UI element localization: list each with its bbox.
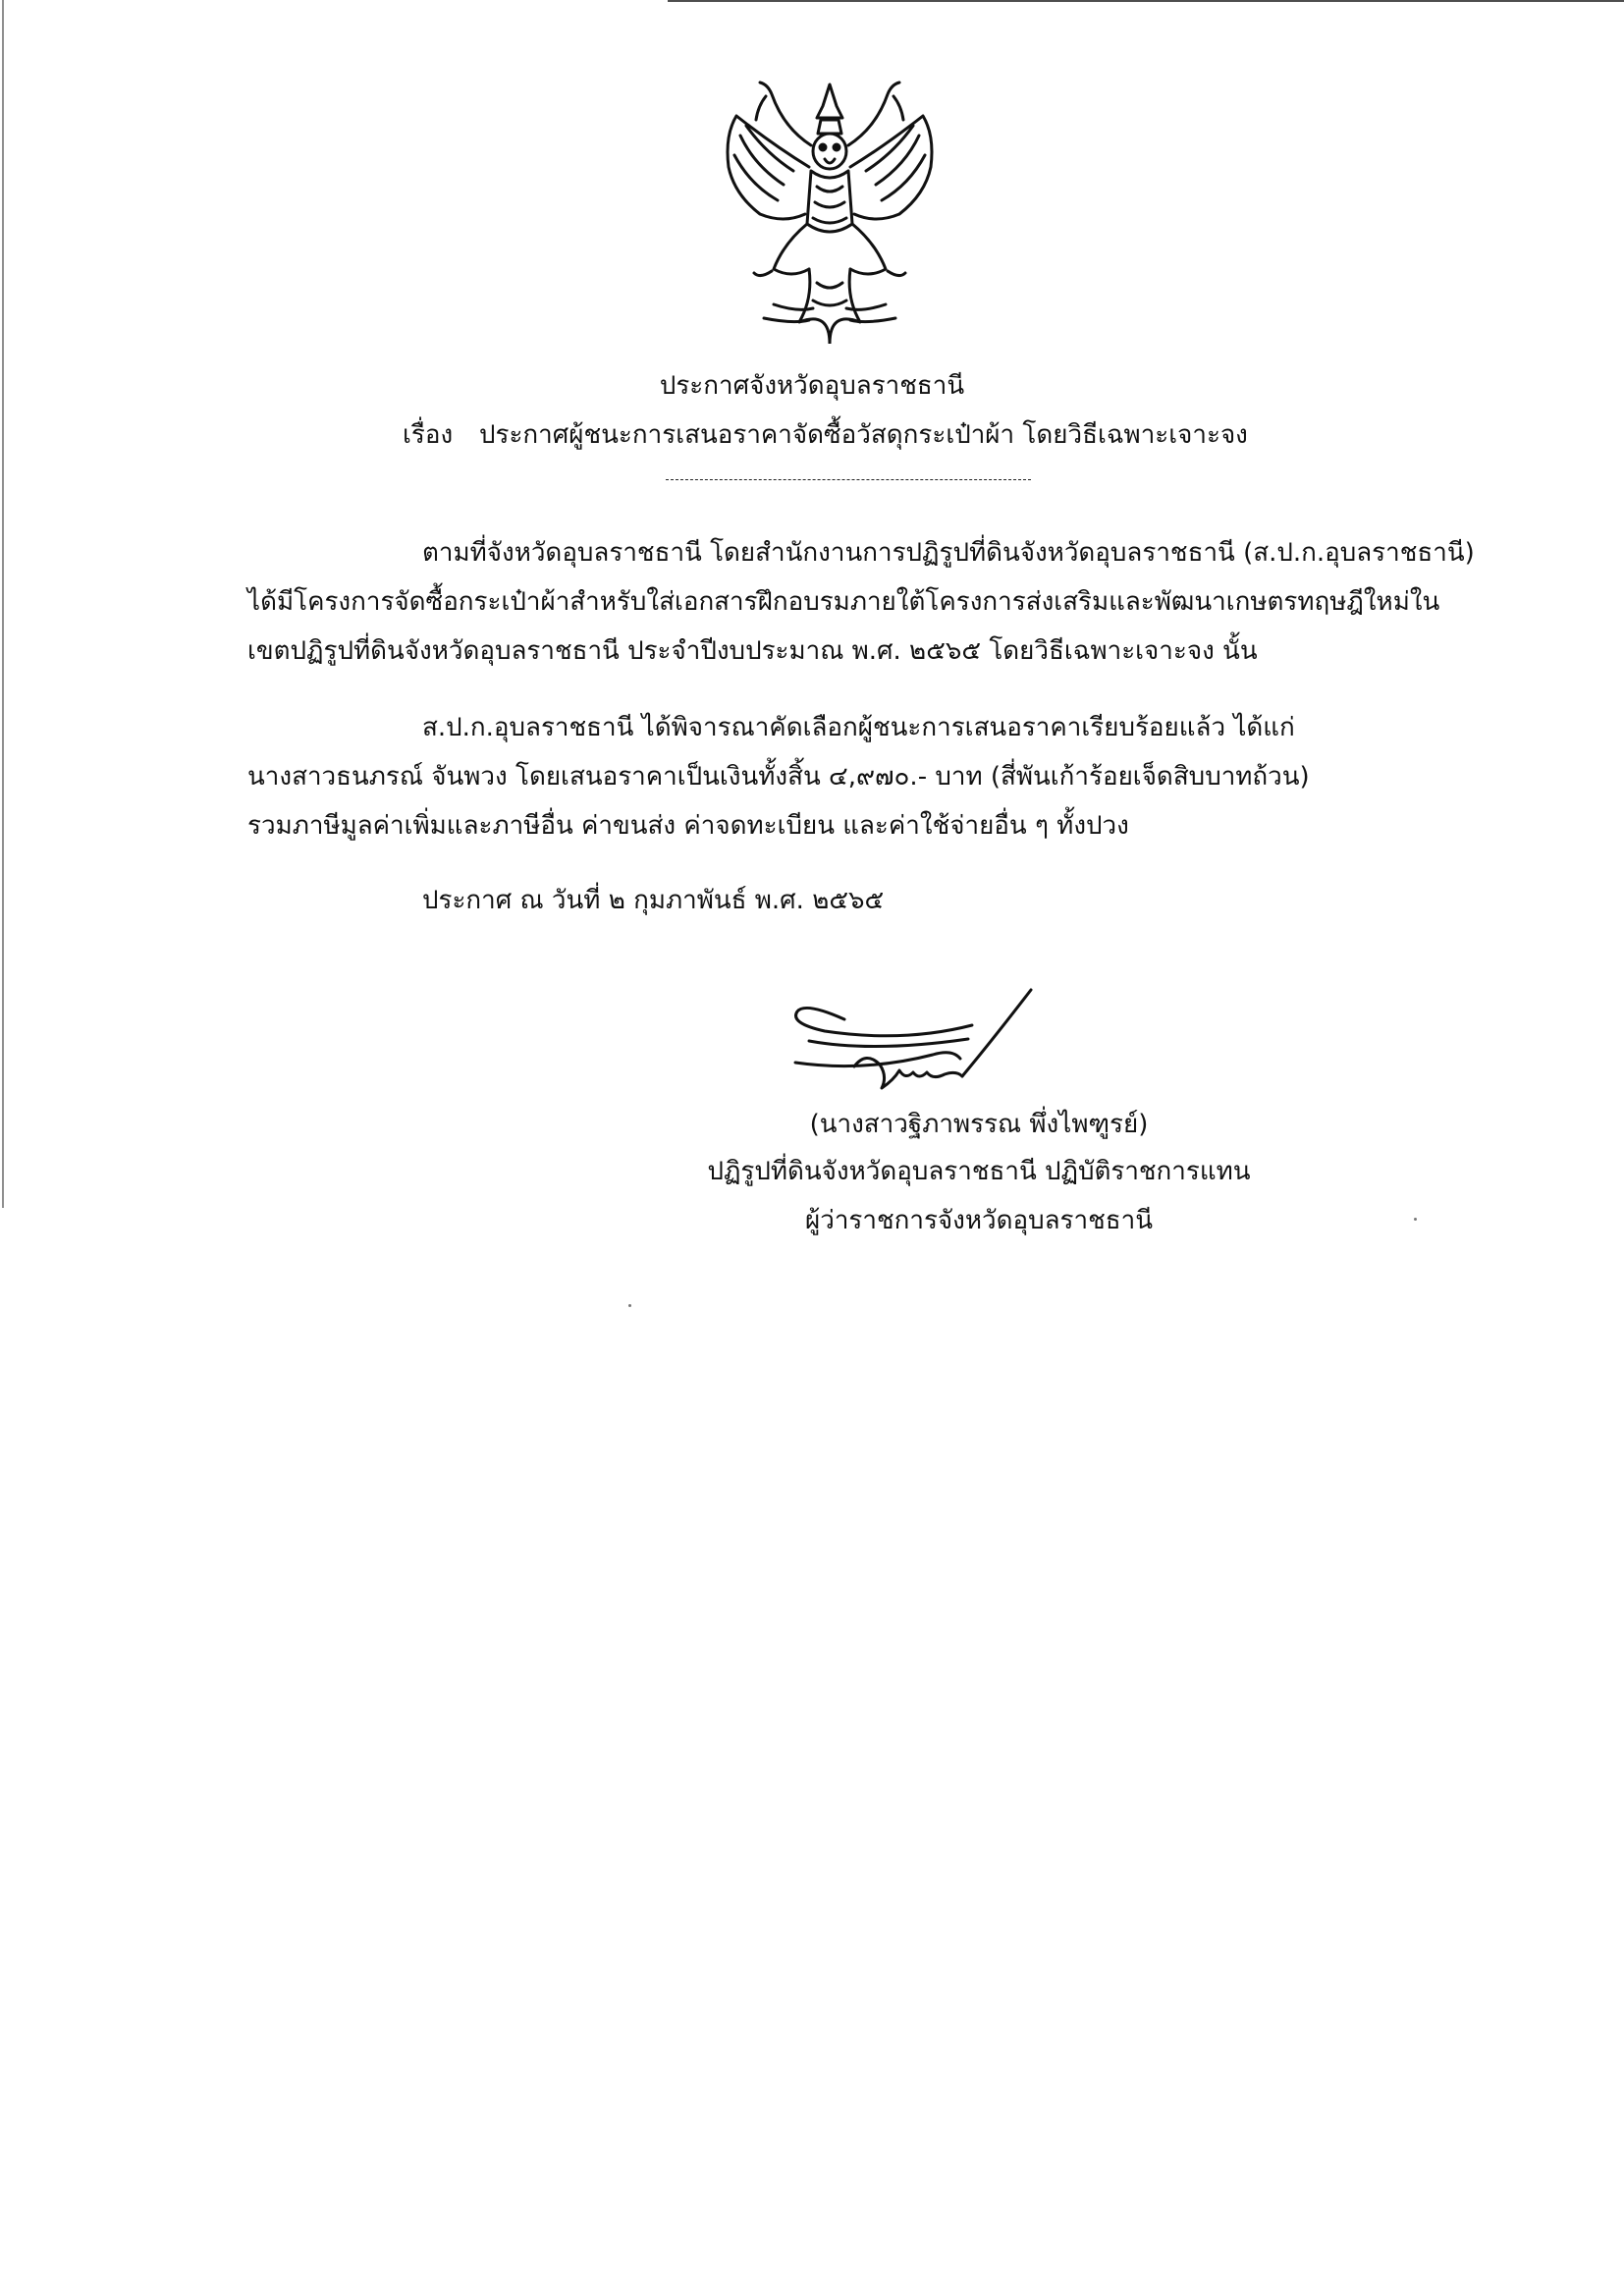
paragraph-2-line-2: นางสาวธนภรณ์ จันพวง โดยเสนอราคาเป็นเงินทั้งสิ้น ๔,๙๗๐.- บาท (สี่พันเก้าร้อยเจ็ดสิบบาทถ้วน) <box>247 762 1310 792</box>
paragraph-1-line-1: ตามที่จังหวัดอุบลราชธานี โดยสำนักงานการปฏิรูปที่ดินจังหวัดอุบลราชธานี (ส.ป.ก.อุบลราชธานี) <box>422 538 1475 568</box>
signatory-position-1: ปฏิรูปที่ดินจังหวัดอุบลราชธานี ปฏิบัติราชการแทน <box>707 1157 1251 1186</box>
scan-edge-left <box>2 0 4 1208</box>
announcement-date: ประกาศ ณ วันที่ ๒ กุมภาพันธ์ พ.ศ. ๒๕๖๕ <box>422 886 885 915</box>
subject-line <box>403 418 1248 452</box>
paragraph-2-line-1: ส.ป.ก.อุบลราชธานี ได้พิจารณาคัดเลือกผู้ชนะการเสนอราคาเรียบร้อยแล้ว ได้แก่ <box>422 713 1295 742</box>
signatory-position-2: ผู้ว่าราชการจังหวัดอุบลราชธานี <box>804 1206 1153 1235</box>
divider-line <box>666 479 1031 480</box>
signatory-name: (นางสาวฐิภาพรรณ พึ่งไพฑูรย์) <box>809 1110 1149 1139</box>
paragraph-1-line-3: เขตปฏิรูปที่ดินจังหวัดอุบลราชธานี ประจำปีงบประมาณ พ.ศ. ๒๕๖๕ โดยวิธีเฉพาะเจาะจง นั้น <box>247 636 1258 666</box>
scan-speck <box>1414 1218 1417 1221</box>
garuda-emblem-icon <box>715 77 946 344</box>
scan-speck <box>628 1304 631 1307</box>
announcement-title: ประกาศจังหวัดอุบลราชธานี <box>659 371 965 401</box>
scan-edge-top <box>668 0 1624 2</box>
paragraph-2-line-3: รวมภาษีมูลค่าเพิ่มและภาษีอื่น ค่าขนส่ง ค่าจดทะเบียน และค่าใช้จ่ายอื่น ๆ ทั้งปวง <box>247 811 1129 841</box>
handwritten-signature <box>785 982 1070 1105</box>
subject-text: ประกาศผู้ชนะการเสนอราคาจัดซื้อวัสดุกระเป๋าผ้า โดยวิธีเฉพาะเจาะจง <box>479 420 1248 450</box>
subject-label: เรื่อง <box>403 420 454 450</box>
paragraph-1-line-2: ได้มีโครงการจัดซื้อกระเป๋าผ้าสำหรับใส่เอกสารฝึกอบรมภายใต้โครงการส่งเสริมและพัฒนาเกษตรทฤษฎีใหม่ใน <box>247 587 1440 617</box>
